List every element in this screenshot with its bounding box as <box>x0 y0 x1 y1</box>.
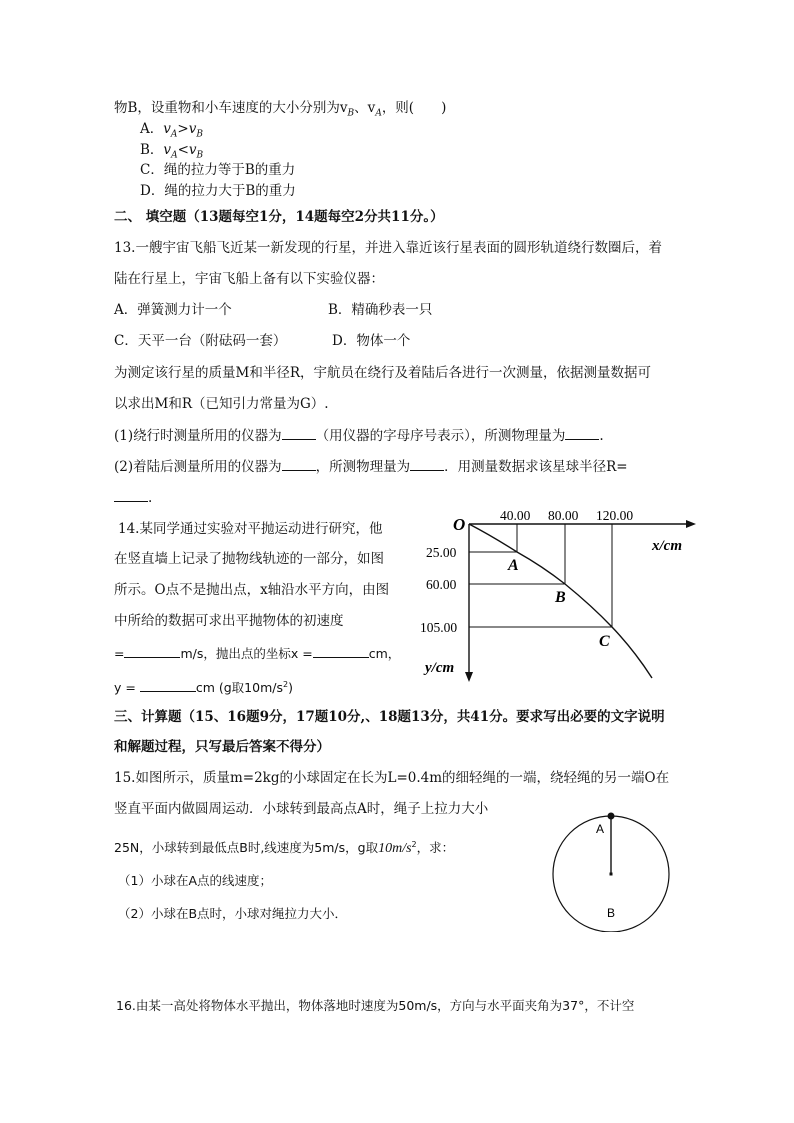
q12-option-c: C．绳的拉力等于B的重力 <box>140 162 296 178</box>
x-tick-80: 80.00 <box>548 508 579 523</box>
q14-line1: 14.某同学通过实验对平抛运动进行研究，他 <box>118 521 383 537</box>
answer-blank[interactable] <box>565 425 599 440</box>
answer-blank[interactable] <box>124 643 180 658</box>
x-tick-40: 40.00 <box>500 508 531 523</box>
q13-option-a: A．弹簧测力计一个 <box>114 302 232 318</box>
answer-blank[interactable] <box>140 677 196 692</box>
circular-motion-figure <box>548 808 676 932</box>
q13-line1: 13.一艘宇宙飞船飞近某一新发现的行星，并进入靠近该行星表面的圆形轨道绕行数圈后，着 <box>114 240 662 256</box>
answer-blank[interactable] <box>282 425 316 440</box>
answer-blank[interactable] <box>313 643 369 658</box>
q13-part1: (1)绕行时测量所用的仪器为 （用仪器的字母序号表示），所测物理量为 . <box>114 425 604 446</box>
y-tick-25: 25.00 <box>426 545 457 560</box>
center-point <box>610 873 613 876</box>
q14-line2: 在竖直墙上记录了抛物线轨迹的一部分，如图 <box>114 551 384 567</box>
section3-heading-line1: 三、计算题（15、16题9分，17题10分,、18题13分，共41分。要求写出必要的文字说明 <box>114 709 665 725</box>
q15-sub2: （2）小球在B点时，小球对绳拉力大小． <box>118 906 348 921</box>
y-tick-60: 60.00 <box>426 577 457 592</box>
point-a-label: A <box>596 822 605 836</box>
point-b-label: B <box>555 589 566 606</box>
q13-option-c: C．天平一台（附砝码一套） <box>114 333 287 349</box>
q13-option-b: B．精确秒表一只 <box>328 302 433 318</box>
x-axis-label: x/cm <box>652 538 682 554</box>
q15-line2: 竖直平面内做圆周运动．小球转到最高点A时，绳子上拉力大小 <box>114 801 489 817</box>
q12-option-d: D．绳的拉力大于B的重力 <box>140 183 296 199</box>
q13-part2-cont: . <box>114 487 152 508</box>
q13-line5: 为测定该行星的质量M和半径R，宇航员在绕行及着陆后各进行一次测量，依据测量数据可 <box>114 365 651 381</box>
q14-line5: = m/s，抛出点的坐标x = cm， <box>114 643 400 664</box>
y-tick-105: 105.00 <box>420 620 458 635</box>
q14-line4: 中所给的数据可求出平抛物体的初速度 <box>114 613 344 629</box>
q16-line1: 16.由某一高处将物体水平抛出，物体落地时速度为50m/s，方向与水平面夹角为37°，不计空 <box>116 998 635 1013</box>
section2-heading: 二、 填空题（13题每空1分，14题每空2分共11分。） <box>114 209 444 225</box>
y-axis-label: y/cm <box>425 660 455 676</box>
q14-line6: y = cm (g取$10m/s^2$) <box>114 675 293 698</box>
q13-line2: 陆在行星上，宇宙飞船上备有以下实验仪器： <box>114 271 384 287</box>
q13-part2: (2)着陆后测量所用的仪器为 ，所测物理量为 ．用测量数据求该星球半径R= <box>114 456 628 477</box>
ball-dot <box>608 813 615 820</box>
q14-line3: 所示。O点不是抛出点，x轴沿水平方向，由图 <box>114 582 390 598</box>
q15-line3: 25N，小球转到最低点B时,线速度为5m/s，g取$10m/s^2$，求： <box>114 840 455 857</box>
q13-line6: 以求出M和R（已知引力常量为G）. <box>114 396 329 412</box>
section3-heading-line2: 和解题过程，只写最后答案不得分） <box>114 739 330 755</box>
q12-stem: 物B，设重物和小车速度的大小分别为$v_B$、$v_A$，则( ) <box>114 100 447 119</box>
q13-option-d: D．物体一个 <box>332 333 411 349</box>
point-a-label: A <box>508 557 519 574</box>
q12-option-b: B．$v_A<v_B$ <box>140 142 204 161</box>
q15-sub1: （1）小球在A点的线速度； <box>118 873 273 888</box>
answer-blank[interactable] <box>410 456 444 471</box>
answer-blank[interactable] <box>114 487 148 502</box>
point-b-label: B <box>607 906 616 920</box>
q12-option-a: A．$v_A>v_B$ <box>140 121 203 140</box>
projectile-trajectory-figure <box>412 508 700 692</box>
q15-line1: 15.如图所示，质量m=2kg的小球固定在长为L=0.4m的细轻绳的一端，绕轻绳的另一端O在 <box>114 770 670 786</box>
x-tick-120: 120.00 <box>596 508 634 523</box>
point-c-label: C <box>599 633 610 650</box>
answer-blank[interactable] <box>282 456 316 471</box>
origin-label: O <box>453 515 466 534</box>
